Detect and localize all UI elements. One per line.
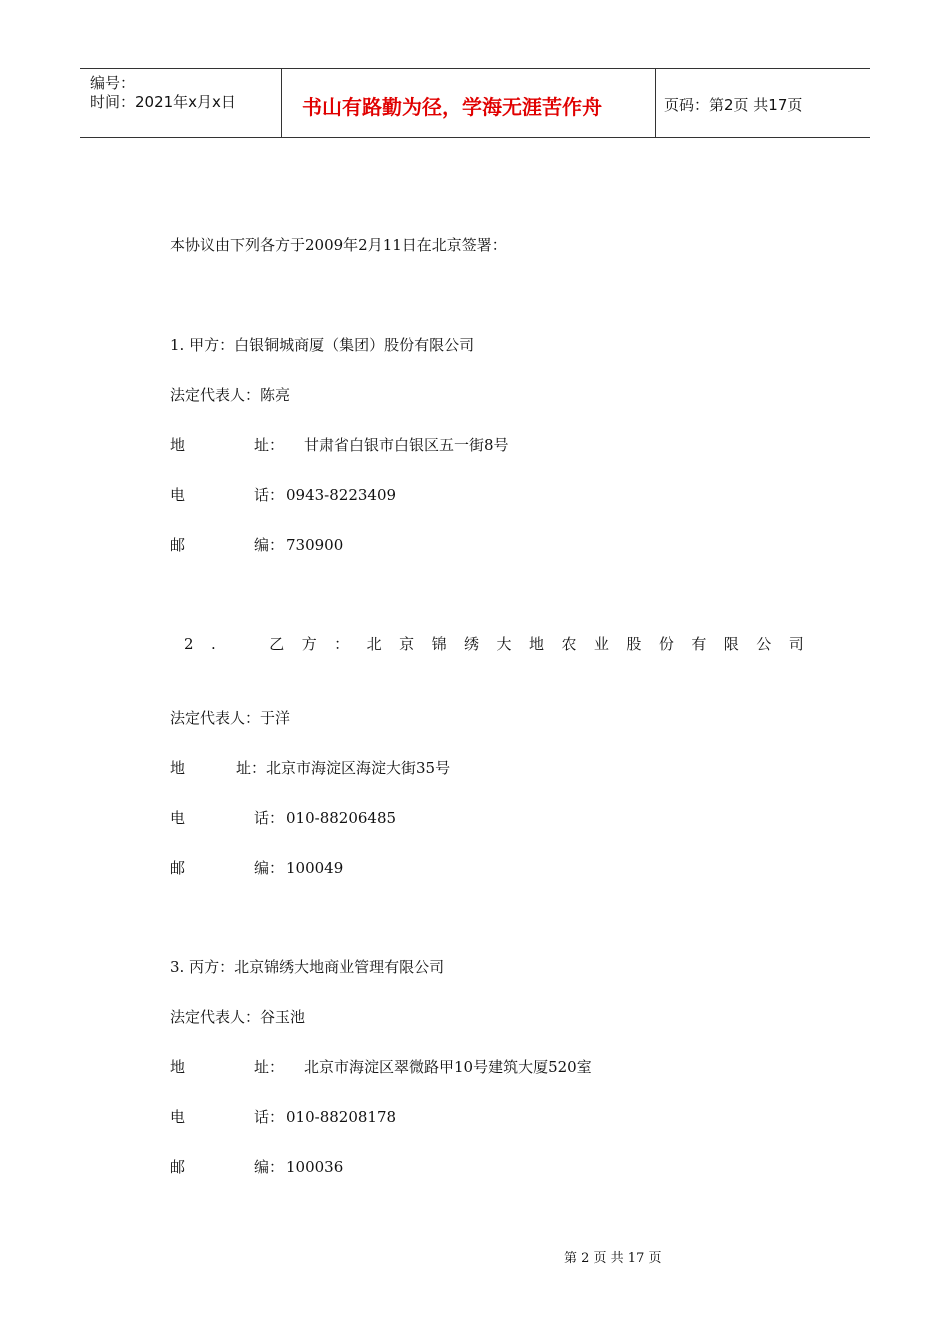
party1-tel-label-b: 话： [254,486,285,504]
header-motto: 书山有路勤为径，学海无涯苦作舟 [302,95,602,119]
party1-zip-label-a: 邮 [170,536,186,554]
party1-rep: 法定代表人：陈亮 [170,386,291,404]
party2-title-char: 北 [366,635,382,653]
party2-title-char: . [211,635,216,653]
party2-title-char: 锦 [431,635,447,653]
page-footer: 第 2 页 共 17 页 [564,1251,662,1266]
party1-addr: 甘肃省白银市白银区五一街8号 [304,436,509,454]
party1-title: 1. 甲方：白银铜城商厦（集团）股份有限公司 [170,336,475,354]
document-time-label: 时间：2021年x月x日 [90,93,236,111]
header-left-cell [80,69,281,137]
party1-zip: 730900 [286,536,344,554]
page-header [80,68,870,138]
party2-title-char: ： [334,635,350,653]
party3-title: 3. 丙方：北京锦绣大地商业管理有限公司 [170,958,445,976]
party2-title-char: 方 [301,635,317,653]
party3-tel: 010-88208178 [286,1108,397,1126]
party2-title-char: 限 [723,635,739,653]
party2-addr-label-a: 地 [170,759,186,777]
party1-tel: 0943-8223409 [286,486,397,504]
party2-title-char: 公 [756,635,772,653]
party2-tel-label-a: 电 [170,809,186,827]
party2-zip-label-b: 编： [254,859,285,877]
document-number-label: 编号： [90,74,136,92]
party2-title-char: 司 [788,635,804,653]
party3-zip: 100036 [286,1158,344,1176]
party2-title-char: 2 [184,635,194,653]
header-page-cell [655,69,870,137]
header-motto-cell [281,69,656,137]
party3-addr: 北京市海淀区翠微路甲10号建筑大厦520室 [304,1058,592,1076]
party2-tel-label-b: 话： [254,809,285,827]
party2-addr: 址：北京市海淀区海淀大街35号 [236,759,451,777]
party3-zip-label-b: 编： [254,1158,285,1176]
party2-title-char: 股 [626,635,642,653]
party1-addr-label-a: 地 [170,436,186,454]
party2-tel: 010-88206485 [286,809,397,827]
party3-addr-label-b: 址： [254,1058,285,1076]
party2-title-char: 京 [399,635,415,653]
party2-title-char: 业 [593,635,609,653]
party2-title-char: 绣 [464,635,480,653]
party1-zip-label-b: 编： [254,536,285,554]
agreement-intro: 本协议由下列各方于2009年2月11日在北京签署： [170,236,507,254]
party3-addr-label-a: 地 [170,1058,186,1076]
party2-title-char: 大 [496,635,512,653]
header-page-info: 页码：第2页 共17页 [664,96,803,114]
party2-zip-label-a: 邮 [170,859,186,877]
party1-tel-label-a: 电 [170,486,186,504]
party2-zip: 100049 [286,859,344,877]
party3-rep: 法定代表人：谷玉池 [170,1008,306,1026]
party2-rep: 法定代表人：于洋 [170,709,291,727]
party2-title-char: 地 [528,635,544,653]
party2-title-char: 份 [658,635,674,653]
party2-title-char: 农 [561,635,577,653]
party3-tel-label-b: 话： [254,1108,285,1126]
party3-tel-label-a: 电 [170,1108,186,1126]
party2-title [184,635,804,653]
party2-title-char: 有 [691,635,707,653]
party1-addr-label-b: 址： [254,436,285,454]
party2-title-char: 乙 [269,635,285,653]
party3-zip-label-a: 邮 [170,1158,186,1176]
